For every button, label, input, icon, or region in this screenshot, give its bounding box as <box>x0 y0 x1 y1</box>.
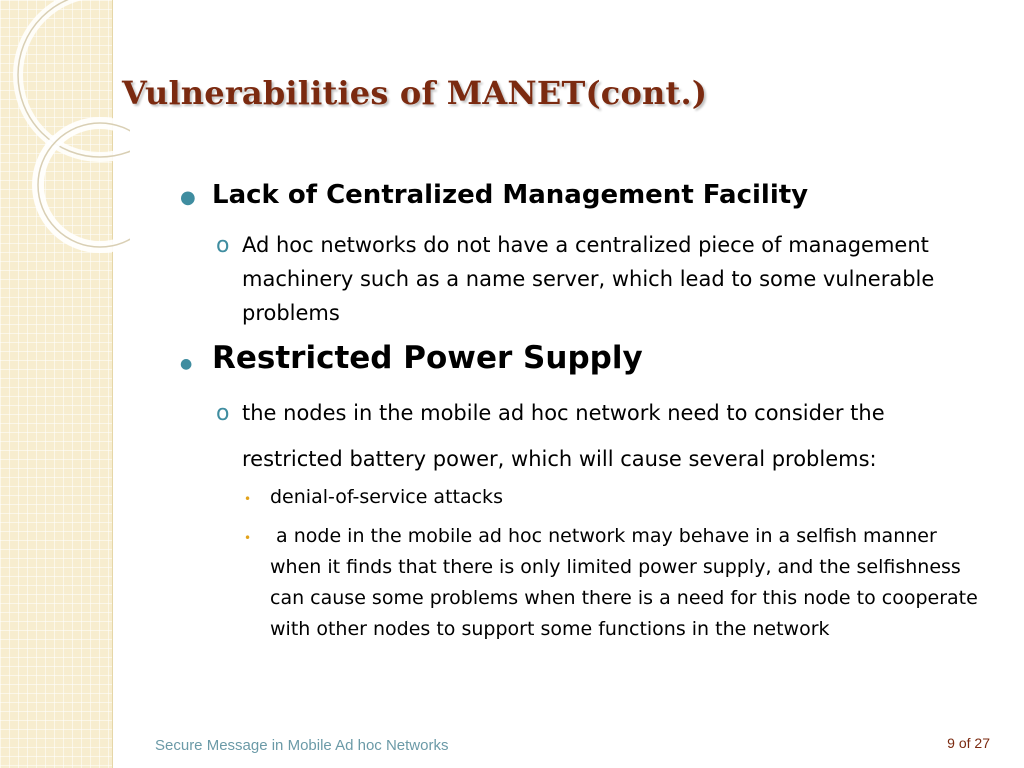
bullet-item <box>180 180 808 210</box>
list-item <box>244 482 990 513</box>
sub-bullet-text: Ad hoc networks do not have a centralized piece of management machinery such as a name server, which lead to some vulnerable problems <box>242 233 935 325</box>
bullet-dot-icon: ● <box>180 187 196 208</box>
footer-text: Secure Message in Mobile Ad hoc Networks <box>155 737 449 754</box>
slide-title: Vulnerabilities of MANET(cont.) <box>122 74 708 112</box>
list-item <box>244 521 990 645</box>
sub-bullet-item <box>216 390 972 482</box>
page-number: 9 of 27 <box>947 735 990 751</box>
decorative-circles <box>0 0 130 260</box>
bullet-dot-icon: ● <box>180 356 193 372</box>
sub-bullet-text: the nodes in the mobile ad hoc network need to consider the restricted battery power, which will cause several problems: <box>242 401 885 471</box>
bullet-heading: Lack of Centralized Management Facility <box>212 180 809 210</box>
list-item-text: denial-of-service attacks <box>270 486 503 508</box>
circle-bullet-icon: o <box>216 233 230 258</box>
small-bullet-icon: • <box>244 531 252 545</box>
small-bullet-icon: • <box>244 492 252 506</box>
bullet-item <box>180 340 643 376</box>
list-item-text: a node in the mobile ad hoc network may behave in a selfish manner when it finds that there is only limited power supply, and the selfishness can cause some problems when there is a need for this node to cooperate with other nodes to support some functions in the network <box>270 525 984 640</box>
sub-bullet-item <box>216 228 952 330</box>
circle-bullet-icon: o <box>216 401 230 426</box>
bullet-heading: Restricted Power Supply <box>212 340 643 376</box>
